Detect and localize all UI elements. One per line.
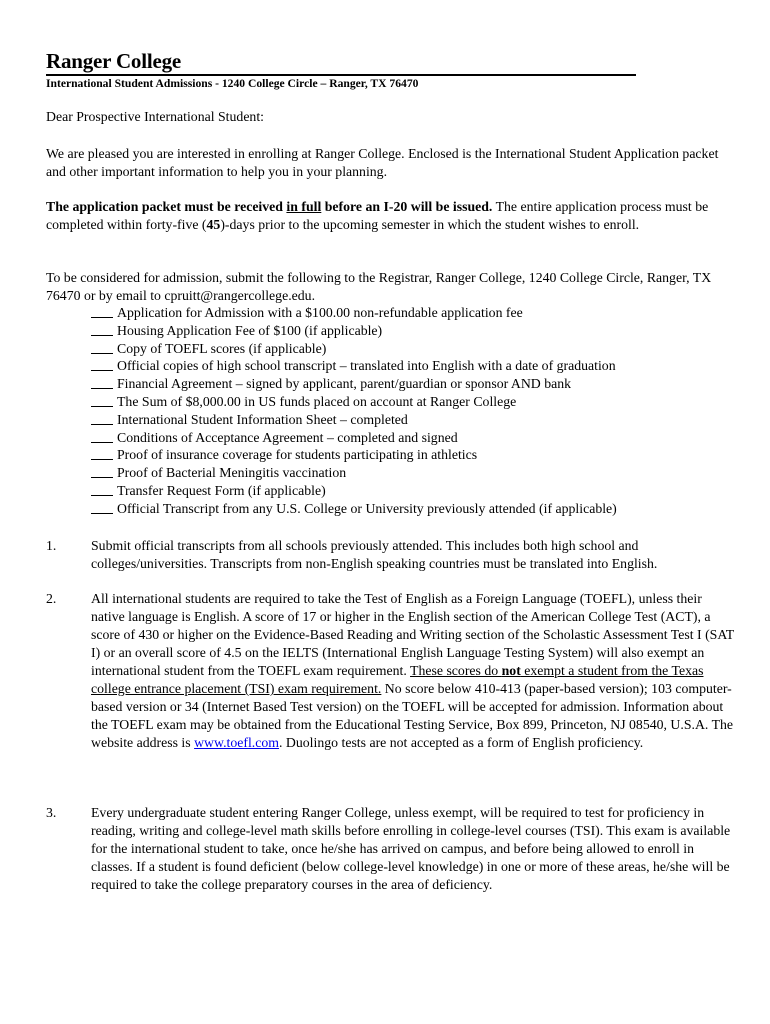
checkbox-blank[interactable] [91,340,113,354]
checkbox-blank[interactable] [91,500,113,514]
checkbox-blank[interactable] [91,411,113,425]
checkbox-blank[interactable] [91,357,113,371]
checklist-item: Financial Agreement – signed by applicant, parent/guardian or sponsor AND bank [91,375,617,393]
address-subtitle: International Student Admissions - 1240 College Circle – Ranger, TX 76470 [46,77,419,90]
packet-notice-bold-2: before an I-20 will be issued. [321,199,493,214]
submit-intro-paragraph: To be considered for admission, submit the following to the Registrar, Ranger College, 1240 College Circle, Ranger, TX 76470 or by email to cpruitt@rangercollege.edu. [46,270,712,303]
item-number-1: 1. [46,538,57,553]
item-number-3: 3. [46,805,57,820]
checklist-item: International Student Information Sheet – completed [91,411,617,429]
item-number-2: 2. [46,591,57,606]
checklist-item: Proof of Bacterial Meningitis vaccination [91,464,617,482]
checklist-item: The Sum of $8,000.00 in US funds placed on account at Ranger College [91,393,617,411]
packet-notice-days: 45 [206,217,221,232]
item-2-text: All international students are required to take the Test of English as a Foreign Language (TOEFL), unless their native language is English. A score of 17 or higher in the English section of the American College Test (ACT), a score of 430 or higher on the Evidence-Based Reading and Writing section of the Scholastic Assessment Test I (SAT I) or an overall score of 4.5 on the IELTS (International English Language Testing System) will also exempt an international student from the TOEFL exam requirement. These scores do not exempt a student from the Texas college entrance placement (TSI) exam requirement. No score below 410-413 (paper-based version); 103 computer-based version or 34 (Internet Based Test version) on the TOEFL will be accepted for admission. Information about the TOEFL exam may be obtained from the Educational Testing Service, Box 899, Princeton, NJ 08540, U.S.A. The website address is www.toefl.com. Duolingo tests are not accepted as a form of English proficiency. [91,591,734,750]
requirements-checklist [91,304,617,518]
checklist-item: Conditions of Acceptance Agreement – completed and signed [91,429,617,447]
checkbox-blank[interactable] [91,393,113,407]
item-3-text: Every undergraduate student entering Ranger College, unless exempt, will be required to test for proficiency in reading, writing and college-level math skills before enrolling in college-level courses (TSI). This exam is available for the international student to take, once he/she has arrived on campus, and before being allowed to enroll in classes. If a student is found deficient (below college-level knowledge) in one or more of these areas, he/she will be required to take the college preparatory courses in the area of deficiency. [91,805,731,892]
checkbox-blank[interactable] [91,429,113,443]
checkbox-blank[interactable] [91,446,113,460]
packet-notice-in-full: in full [286,199,322,214]
packet-notice-paragraph [46,198,736,234]
greeting: Dear Prospective International Student: [46,109,265,124]
checkbox-blank[interactable] [91,375,113,389]
checkbox-blank[interactable] [91,482,113,496]
toefl-website-link[interactable]: www.toefl.com [194,735,280,750]
checkbox-blank[interactable] [91,464,113,478]
checklist-item: Official copies of high school transcript – translated into English with a date of graduation [91,357,617,375]
checklist-item: Application for Admission with a $100.00 non-refundable application fee [91,304,617,322]
packet-notice-rest-1: The entire application process must be completed within forty-five ( [46,199,709,232]
packet-notice-rest-2: )-days prior to the upcoming semester in which the student wishes to enroll. [220,217,640,232]
checklist-item: Copy of TOEFL scores (if applicable) [91,340,617,358]
checklist-item: Housing Application Fee of $100 (if applicable) [91,322,617,340]
intro-paragraph: We are pleased you are interested in enrolling at Ranger College. Enclosed is the International Student Application packet and other important information to help you in your planning. [46,146,719,179]
checkbox-blank[interactable] [91,322,113,336]
checklist-item: Transfer Request Form (if applicable) [91,482,617,500]
checkbox-blank[interactable] [91,304,113,318]
item-1-text: Submit official transcripts from all schools previously attended. This includes both high school and colleges/universities. Transcripts from non-English speaking countries must be translated into English. [91,538,658,571]
tsi-exemption-note: These scores do not exempt a student from the Texas college entrance placement (TSI) exam requirement. [91,663,704,696]
checklist-item: Proof of insurance coverage for students participating in athletics [91,446,617,464]
page-title: Ranger College [46,49,182,73]
packet-notice-bold-1: The application packet must be received [46,199,287,214]
checklist-item: Official Transcript from any U.S. College or University previously attended (if applicable) [91,500,617,518]
